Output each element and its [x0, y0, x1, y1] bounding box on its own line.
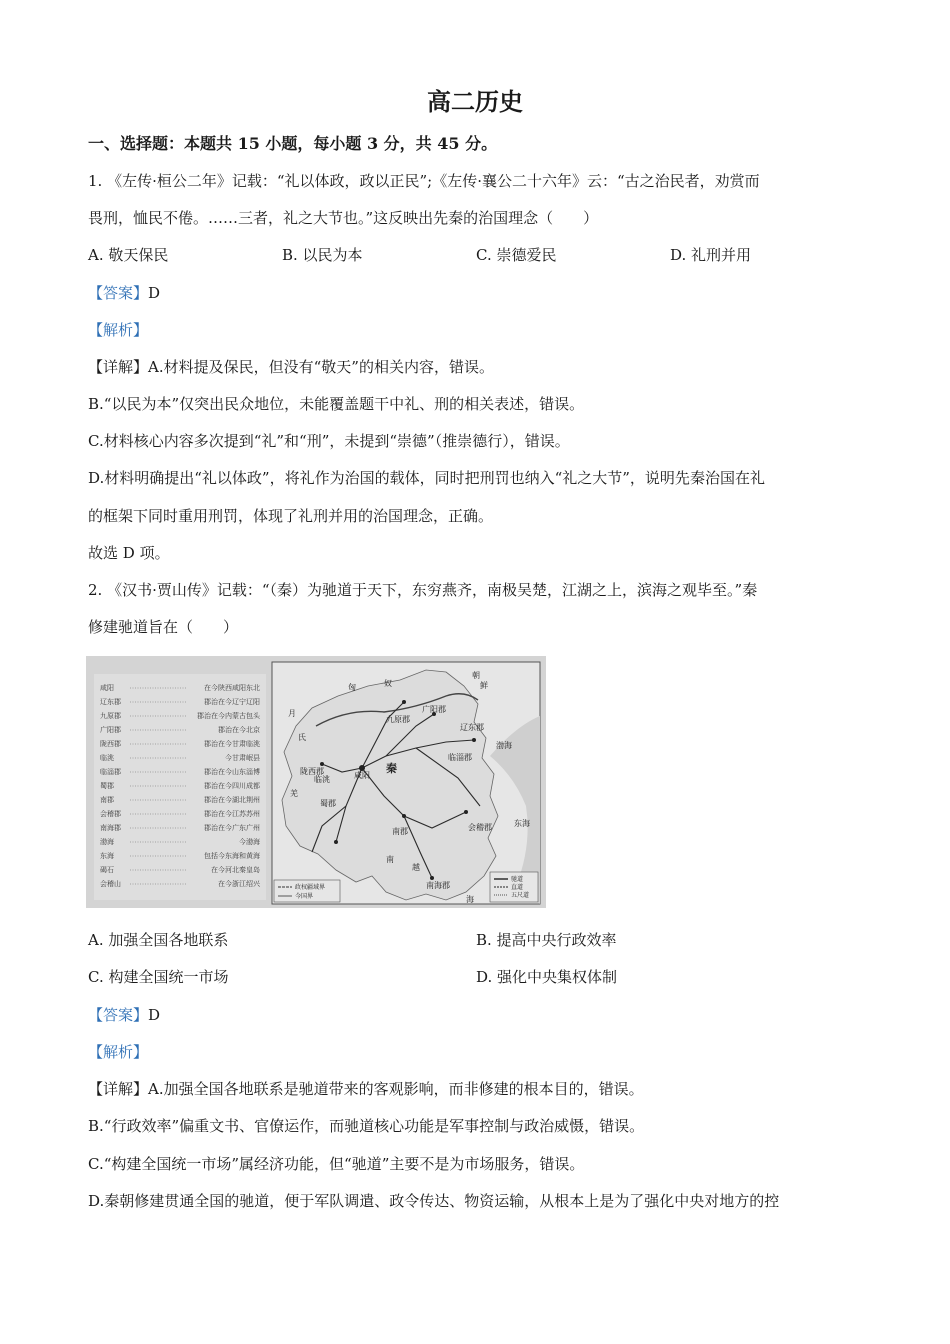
map-place-label: 咸阳	[354, 771, 370, 780]
legend-place-desc: 郡治在今甘肃临洮	[204, 740, 260, 748]
map-place-label: 蜀郡	[320, 799, 336, 808]
legend-place-name: 碣石	[100, 866, 114, 874]
q1-detail-5: 的框架下同时重用刑罚，体现了礼刑并用的治国理念，正确。	[88, 507, 494, 525]
map-place-label: 奴	[384, 679, 392, 688]
map-place-label: 羌	[290, 789, 298, 798]
q2-answer	[88, 1004, 870, 1025]
map-place-label: 会稽郡	[468, 823, 492, 832]
q2-option-c: C. 构建全国统一市场	[88, 968, 229, 986]
map-place-label: 月	[288, 709, 296, 718]
map-place-label: 广阳郡	[422, 705, 446, 714]
legend-place-name: 广阳郡	[100, 726, 121, 734]
q1-detail-2: B.“以民为本”仅突出民众地位，未能覆盖题干中礼、刑的相关表述，错误。	[88, 395, 585, 413]
q2-analysis-tag: 【解析】	[88, 1043, 149, 1061]
legend-place-name: 渤海	[100, 838, 114, 846]
map-place-label: 秦	[386, 762, 397, 775]
legend-wuchidao-label: 五尺道	[511, 892, 530, 899]
q2-detail-3: C.“构建全国统一市场”属经济功能，但“驰道”主要不是为市场服务，错误。	[88, 1155, 585, 1173]
map-place-label: 临洮	[314, 775, 330, 784]
legend-place-name: 会稽山	[100, 880, 121, 888]
legend-place-name: 南郡	[100, 796, 114, 804]
answer-value: D	[148, 284, 161, 302]
q1-detail-4: D.材料明确提出“礼以体政”，将礼作为治国的载体，同时把刑罚也纳入“礼之大节”，说明先秦治国在礼	[88, 469, 765, 487]
legend-place-desc: 包括今东海和黄海	[204, 852, 260, 860]
legend-place-desc: 郡治在今江苏苏州	[204, 810, 260, 818]
map-place-label: 临淄郡	[448, 753, 472, 762]
legend-place-name: 九原郡	[100, 712, 121, 720]
q1-detail-1: 【详解】A.材料提及保民，但没有“敬天”的相关内容，错误。	[88, 358, 494, 376]
legend-border-label: 政权疆域界	[295, 884, 326, 891]
q1-detail-6: 故选 D 项。	[88, 544, 170, 562]
q2-option-a: A. 加强全国各地联系	[88, 931, 229, 949]
map-place-label: 陇西郡	[300, 767, 324, 776]
map-place-label: 鲜	[480, 681, 488, 690]
page-title: 高二历史	[427, 87, 523, 116]
section-heading: 一、选择题：本题共 15 小题，每小题 3 分，共 45 分。	[88, 134, 498, 153]
map-place-label: 东海	[514, 819, 530, 828]
map-place-label: 匈	[348, 683, 356, 692]
q1-option-a: A. 敬天保民	[88, 246, 169, 264]
qin-road-map-figure	[86, 656, 546, 908]
question-1-line-2: 畏刑，恤民不倦。……三者，礼之大节也。”这反映出先秦的治国理念（ ）	[88, 209, 599, 227]
legend-place-name: 辽东郡	[100, 698, 121, 706]
q2-detail-1: 【详解】A.加强全国各地联系是驰道带来的客观影响，而非修建的根本目的，错误。	[88, 1080, 644, 1098]
q1-option-b: B. 以民为本	[282, 246, 363, 264]
q2-option-b: B. 提高中央行政效率	[476, 931, 617, 949]
legend-national-border-label: 今国界	[295, 893, 314, 900]
answer-tag: 【答案】	[88, 1006, 149, 1024]
legend-zhidao-label: 直道	[511, 884, 524, 891]
legend-place-desc: 郡治在今广东广州	[204, 824, 260, 832]
answer-value: D	[148, 1006, 161, 1024]
map-place-label: 海	[466, 895, 474, 904]
legend-place-name: 南海郡	[100, 824, 121, 832]
legend-place-desc: 郡治在今内蒙古包头	[197, 712, 260, 720]
map-place-label: 九原郡	[386, 715, 410, 724]
map-place-label: 南	[386, 855, 394, 864]
legend-place-desc: 郡治在今北京	[218, 726, 260, 734]
map-place-label: 渤海	[496, 741, 512, 750]
legend-place-desc: 今甘肃岷县	[225, 754, 260, 762]
legend-place-desc: 今渤海	[239, 838, 260, 846]
q1-detail-3: C.材料核心内容多次提到“礼”和“刑”，未提到“崇德”（推崇德行），错误。	[88, 432, 570, 450]
q1-analysis-tag: 【解析】	[88, 321, 149, 339]
q2-detail-4: D.秦朝修建贯通全国的驰道，便于军队调遣、政令传达、物资运输，从根本上是为了强化中央对地方的控	[88, 1192, 780, 1210]
question-2-line-2: 修建驰道旨在（ ）	[88, 618, 239, 636]
legend-place-desc: 在今浙江绍兴	[218, 880, 260, 888]
question-1-line-1: 1. 《左传·桓公二年》记载：“礼以体政，政以正民”;《左传·襄公二十六年》云：“古之治民者，劝赏而	[88, 172, 760, 190]
legend-place-desc: 郡治在今山东淄博	[204, 768, 260, 776]
legend-place-desc: 在今河北秦皇岛	[211, 866, 260, 874]
q2-detail-2: B.“行政效率”偏重文书、官僚运作，而驰道核心功能是军事控制与政治威慑，错误。	[88, 1117, 645, 1135]
legend-place-name: 临淄郡	[100, 768, 121, 776]
map-place-label: 越	[412, 863, 420, 872]
legend-place-name: 蜀郡	[100, 782, 114, 790]
legend-place-desc: 郡治在今辽宁辽阳	[204, 698, 260, 706]
map-place-label: 氏	[298, 733, 306, 742]
q1-answer	[88, 282, 870, 303]
qin-road-map	[86, 656, 546, 908]
q1-option-c: C. 崇德爱民	[476, 246, 557, 264]
answer-tag: 【答案】	[88, 284, 149, 302]
legend-place-name: 临洮	[100, 754, 114, 762]
question-2-line-1: 2. 《汉书·贾山传》记载：“（秦）为驰道于天下，东穷燕齐，南极吴楚，江湖之上，滨海之观毕至。”秦	[88, 581, 758, 599]
legend-place-desc: 郡治在今湖北荆州	[204, 796, 260, 804]
legend-place-name: 陇西郡	[100, 740, 121, 748]
q1-option-d: D. 礼刑并用	[670, 246, 752, 264]
legend-place-name: 会稽郡	[100, 810, 121, 818]
q2-option-d: D. 强化中央集权体制	[476, 968, 618, 986]
legend-place-name: 咸阳	[100, 684, 114, 692]
legend-place-name: 东海	[100, 852, 114, 860]
legend-place-desc: 郡治在今四川成都	[204, 782, 260, 790]
map-place-label: 辽东郡	[460, 723, 484, 732]
legend-chidao-label: 驰道	[511, 876, 524, 883]
legend-place-desc: 在今陕西咸阳东北	[204, 684, 260, 692]
map-place-label: 南郡	[392, 827, 408, 836]
map-place-label: 朝	[472, 671, 480, 680]
map-place-label: 南海郡	[426, 881, 450, 890]
